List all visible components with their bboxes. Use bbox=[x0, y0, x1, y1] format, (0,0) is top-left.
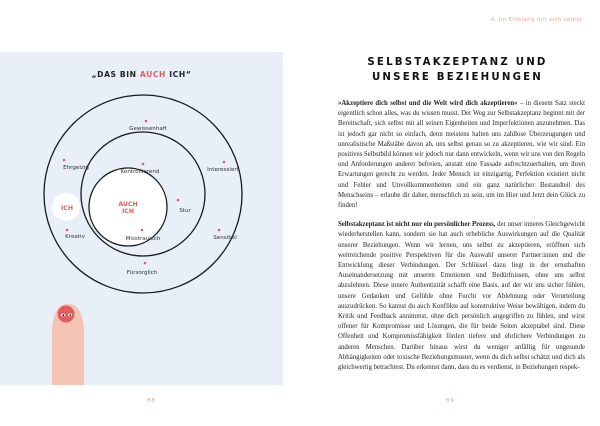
dot-stur bbox=[177, 199, 180, 202]
paragraph-1 bbox=[338, 99, 585, 211]
chapter-title-line2: UNSERE BEZIEHUNGEN bbox=[371, 72, 544, 83]
dot-gewissenhaft bbox=[145, 120, 148, 123]
dot-fuersorglich bbox=[144, 262, 147, 265]
dot-ehrgeizig bbox=[63, 159, 66, 162]
page-number-left: 88 bbox=[147, 398, 156, 404]
paragraph-1-lead: »Akzeptiere dich selbst und die Welt wird dich akzeptieren« bbox=[338, 100, 518, 107]
label-ich: ICH bbox=[60, 205, 74, 212]
dot-sensibel bbox=[218, 229, 221, 232]
dot-kontrollierend bbox=[142, 163, 145, 166]
chapter-title-line1: SELBSTAKZEPTANZ UND bbox=[367, 57, 548, 68]
paragraph-2-lead: Selbstakzeptanz ist nicht nur ein persönlicher Prozess, bbox=[338, 221, 496, 229]
label-auch: AUCH bbox=[118, 201, 138, 208]
running-head: 4. Im Einklang mit sich selbst bbox=[490, 17, 582, 23]
diagram-title bbox=[0, 70, 283, 79]
label-kreativ: Kreativ bbox=[65, 234, 85, 240]
body-text bbox=[338, 99, 585, 373]
label-fuersorglich: Fürsorglich bbox=[126, 270, 158, 276]
right-page bbox=[300, 0, 600, 426]
label-gewissenhaft: Gewissenhaft bbox=[129, 126, 167, 132]
label-kontrollierend: Kontrollierend bbox=[120, 169, 160, 175]
paragraph-2 bbox=[338, 220, 585, 373]
peeking-figure bbox=[52, 304, 84, 385]
paragraph-2-text: der unser inneres Gleichgewicht wiederherstellen kann, sondern sie hat auch erhebliche Auswirkungen auf die Qualität unserer Beziehungen. Wenn wir lernen, uns selbst zu akzeptieren, eröffnen sich weitreichende positive Perspektiven für die Auswahl unserer Partner:innen und die Entwicklung dieser Verbindungen. Der Schlüssel dazu liegt in der ernsthaften Auseinandersetzung mit unseren Emotionen und Bedürfnissen, ohne uns selbst abzulehnen. Diese innere Authentizität schafft eine Basis, auf der wir uns sicher fühlen, unsere Gedanken und Gefühle ohne Furcht vor Ablehnung oder Verurteilung auszudrücken. So kannst du auch Konflikte auf konstruktive Weise bewältigen, indem du Kritik und Feedback annimmst, ohne dich persönlich angegriffen zu fühlen, und wirst offener für Kompromisse und Lösungen, die für beide Seiten akzeptabel sind. Diese Offenheit und Kompromissfähigkeit fördert tiefere und ehrlichere Verbindungen zu anderen Menschen. Darüber hinaus wirst du weniger anfällig für ungesunde Abhängigkeiten oder toxische Beziehungsmuster, wenn du dich selbst schätzt und dich als gleichwertig betrachtest. Du erkennst dann, dass du es verdienst, in Beziehungen respek- bbox=[338, 221, 585, 372]
label-misstrauisch: Misstrauisch bbox=[125, 236, 161, 242]
diagram-title-accent: AUCH bbox=[139, 70, 167, 79]
page-number-right: 89 bbox=[446, 398, 455, 404]
label-interessiert: Interessiert bbox=[207, 167, 239, 173]
dot-misstrauisch bbox=[141, 229, 144, 232]
diagram-title-part2: ICH“ bbox=[166, 70, 192, 79]
label-auch-ich: ICH bbox=[121, 208, 135, 215]
label-ehrgeizig: Ehrgeizig bbox=[63, 165, 89, 171]
paragraph-1-text: – in diesem Satz steckt eigentlich schon alles, was du wissen musst. Der Weg zur Selbstakzeptanz beginnt mit der Bereitschaft, sich selbst mit all seinen Eigenheiten und Imperfektionen anzunehmen. Das ist jedoch gar nicht so einfach, denn meistens halten uns zahllose Überzeugungen und unrealistische Maßstäbe davon ab, uns selbst genau so zu akzeptieren, wie wir sind. Ein positives Selbstbild können wir jedoch nur dann entwickeln, wenn wir uns von den Regeln und Anforderungen anderer befreien, anstatt eine Fassade aufrechtzuerhalten, um ihren Erwartungen gerecht zu werden. Jeder Mensch ist einzigartig, Perfektion existiert nicht und Fehler und Unvollkommenheiten sind ein ganz natürlicher Bestandteil des Menschseins – erlaube dir daher, menschlich zu sein, um im Hier und Jetzt dein Glück zu finden! bbox=[338, 100, 585, 210]
dot-kreativ bbox=[66, 229, 69, 232]
dot-interessiert bbox=[223, 161, 226, 164]
diagram-title-part1: „DAS BIN bbox=[91, 70, 140, 79]
self-identity-diagram bbox=[0, 52, 283, 385]
chapter-title bbox=[330, 55, 585, 85]
label-sensibel: Sensibel bbox=[213, 235, 237, 241]
label-stur: Stur bbox=[179, 208, 191, 214]
